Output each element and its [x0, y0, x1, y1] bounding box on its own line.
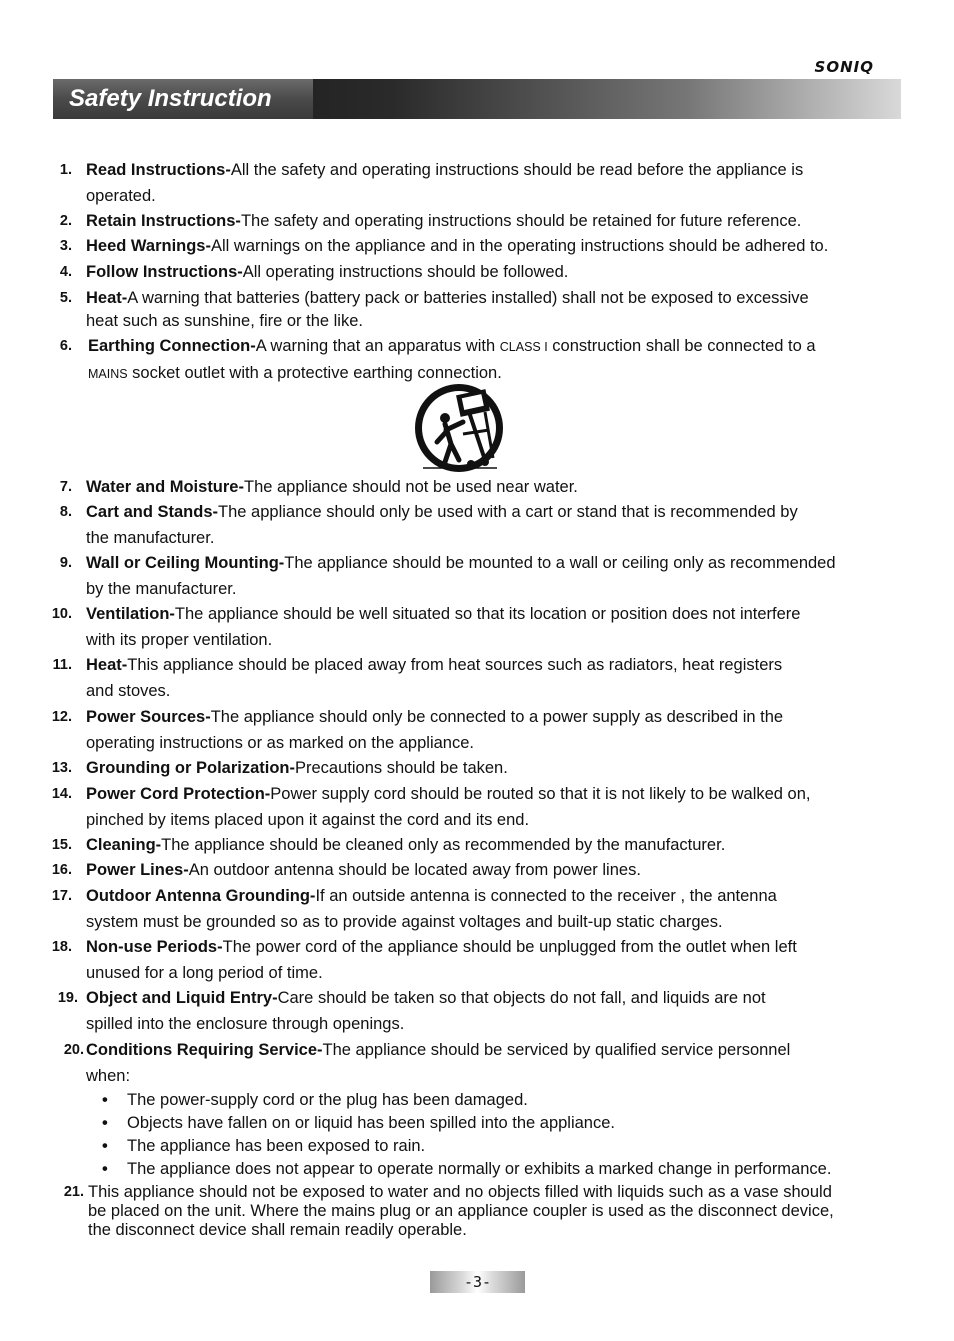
item-body: be placed on the unit. Where the mains plug or an appliance coupler is used as the disconnect device, — [88, 1202, 834, 1220]
item-number: 17. — [51, 888, 72, 904]
item-continuation: pinched by items placed upon it against the cord and its end. — [86, 810, 530, 829]
bullet-text: The appliance has been exposed to rain. — [127, 1137, 426, 1155]
item-body: If an outside antenna is connected to the receiver , the antenna — [315, 887, 777, 905]
item-heading: Heat- — [86, 656, 128, 674]
item-text — [86, 260, 906, 286]
brand-logo: SONIQ — [814, 58, 874, 76]
header-title-box — [53, 79, 313, 119]
item-number: 2. — [59, 213, 72, 229]
item-heading: Retain Instructions- — [86, 212, 241, 230]
item-continuation: and stoves. — [86, 681, 171, 700]
item-heading: Cleaning- — [86, 836, 162, 854]
item-text — [86, 782, 906, 833]
item-text — [86, 287, 906, 333]
item-text — [86, 602, 906, 653]
item-text — [86, 475, 906, 501]
list-item — [100, 1089, 920, 1112]
item-text — [86, 833, 906, 859]
item-heading: Cart and Stands- — [86, 503, 219, 521]
item-continuation: socket outlet with a protective earthing connection. — [127, 363, 502, 382]
item-body: A warning that an apparatus with — [255, 337, 500, 355]
item-heading: Non-use Periods- — [86, 938, 223, 956]
item-heading: Water and Moisture- — [86, 478, 244, 496]
item-body: All warnings on the appliance and in the operating instructions should be adhered to. — [210, 237, 829, 255]
item-text — [86, 1038, 906, 1089]
item-number: 15. — [51, 837, 72, 853]
item-continuation: with its proper ventilation. — [86, 630, 273, 649]
item-body: This appliance should not be exposed to water and no objects filled with liquids such as a vase should — [88, 1183, 832, 1201]
item-text — [86, 858, 906, 884]
item-number: 19. — [57, 990, 78, 1006]
bullet-text: The power-supply cord or the plug has been damaged. — [127, 1091, 528, 1109]
item-number: 7. — [59, 479, 72, 495]
item-body: The power cord of the appliance should be unplugged from the outlet when left — [222, 938, 797, 956]
item-body: The appliance should be cleaned only as recommended by the manufacturer. — [161, 836, 726, 854]
item-body: the disconnect device shall remain readily operable. — [88, 1221, 467, 1239]
item-number: 16. — [51, 862, 72, 878]
item-body: The appliance should be serviced by qualified service personnel — [322, 1041, 791, 1059]
item-continuation: spilled into the enclosure through openings. — [86, 1014, 405, 1033]
item-body: All the safety and operating instructions should be read before the appliance is — [230, 161, 804, 179]
mains-label: MAINS — [88, 366, 128, 381]
item-text — [86, 756, 906, 782]
section-header — [53, 79, 901, 119]
service-conditions-list — [100, 1089, 920, 1181]
item-number: 18. — [51, 939, 72, 955]
item-number: 13. — [51, 760, 72, 776]
item-number: 9. — [59, 555, 72, 571]
item-number: 5. — [59, 290, 72, 306]
item-continuation: by the manufacturer. — [86, 579, 237, 598]
item-continuation: operated. — [86, 186, 156, 205]
item-continuation: when: — [86, 1066, 131, 1085]
item-text — [86, 158, 906, 209]
item-heading: Heat- — [86, 289, 128, 307]
item-number: 8. — [59, 504, 72, 520]
item-body: An outdoor antenna should be located away from power lines. — [188, 861, 641, 879]
bullet-glyph: • — [102, 1114, 108, 1132]
item-text — [86, 884, 906, 935]
item-heading: Power Sources- — [86, 708, 211, 726]
bullet-glyph: • — [102, 1160, 108, 1178]
item-continuation: unused for a long period of time. — [86, 963, 323, 982]
item-continuation: system must be grounded so as to provide against voltages and built-up static charges. — [86, 912, 723, 931]
list-item — [100, 1112, 920, 1135]
item-text — [86, 500, 906, 551]
item-text — [86, 705, 906, 756]
page-title: Safety Instruction — [69, 85, 272, 112]
item-heading: Heed Warnings- — [86, 237, 211, 255]
item-heading: Outdoor Antenna Grounding- — [86, 887, 316, 905]
cart-tip-over-warning-icon — [411, 382, 509, 474]
item-number: 12. — [51, 709, 72, 725]
item-heading: Earthing Connection- — [88, 337, 256, 355]
bullet-glyph: • — [102, 1137, 108, 1155]
item-number: 6. — [59, 338, 72, 354]
item-continuation: heat such as sunshine, fire or the like. — [86, 312, 363, 330]
item-number: 10. — [51, 606, 72, 622]
item-text — [86, 209, 906, 235]
item-text — [86, 653, 906, 704]
item-continuation: the manufacturer. — [86, 528, 215, 547]
item-heading: Power Cord Protection- — [86, 785, 271, 803]
item-number: 3. — [59, 238, 72, 254]
list-item — [100, 1135, 920, 1158]
item-heading: Read Instructions- — [86, 161, 231, 179]
item-number: 4. — [59, 264, 72, 280]
item-body: All operating instructions should be followed. — [242, 263, 569, 281]
item-heading: Wall or Ceiling Mounting- — [86, 554, 285, 572]
item-body: construction shall be connected to a — [547, 337, 816, 355]
item-text — [86, 551, 926, 602]
item-number: 1. — [59, 162, 72, 178]
item-number: 14. — [51, 786, 72, 802]
item-body: The appliance should only be used with a cart or stand that is recommended by — [218, 503, 798, 521]
item-body: The appliance should be well situated so that its location or position does not interfere — [174, 605, 801, 623]
item-heading: Object and Liquid Entry- — [86, 989, 278, 1007]
item-text — [86, 986, 906, 1037]
class-i-label: CLASS I — [499, 340, 548, 354]
item-number: 11. — [52, 657, 72, 673]
item-body: This appliance should be placed away from heat sources such as radiators, heat registers — [127, 656, 783, 674]
item-text — [86, 234, 916, 260]
item-body: The appliance should be mounted to a wall or ceiling only as recommended — [284, 554, 836, 572]
item-text — [88, 1183, 918, 1240]
item-body: Precautions should be taken. — [295, 759, 508, 777]
item-heading: Grounding or Polarization- — [86, 759, 295, 777]
bullet-glyph: • — [102, 1091, 108, 1109]
item-heading: Follow Instructions- — [86, 263, 243, 281]
item-body: A warning that batteries (battery pack or batteries installed) shall not be exposed to excessive — [127, 289, 809, 307]
page-number: -3- — [430, 1271, 525, 1293]
item-body: The appliance should not be used near water. — [243, 478, 578, 496]
item-heading: Conditions Requiring Service- — [86, 1041, 323, 1059]
item-text — [88, 334, 908, 387]
item-text — [86, 935, 906, 986]
list-item — [100, 1158, 920, 1181]
item-body: Power supply cord should be routed so that it is not likely to be walked on, — [270, 785, 811, 803]
item-body: Care should be taken so that objects do not fall, and liquids are not — [277, 989, 766, 1007]
bullet-text: The appliance does not appear to operate normally or exhibits a marked change in performance. — [127, 1160, 832, 1178]
bullet-text: Objects have fallen on or liquid has been spilled into the appliance. — [127, 1114, 615, 1132]
item-body: The safety and operating instructions should be retained for future reference. — [240, 212, 802, 230]
item-number: 20. — [63, 1042, 84, 1058]
item-heading: Ventilation- — [86, 605, 175, 623]
item-heading: Power Lines- — [86, 861, 189, 879]
item-continuation: operating instructions or as marked on the appliance. — [86, 733, 474, 752]
item-body: The appliance should only be connected to a power supply as described in the — [210, 708, 784, 726]
item-number: 21. — [63, 1184, 84, 1200]
